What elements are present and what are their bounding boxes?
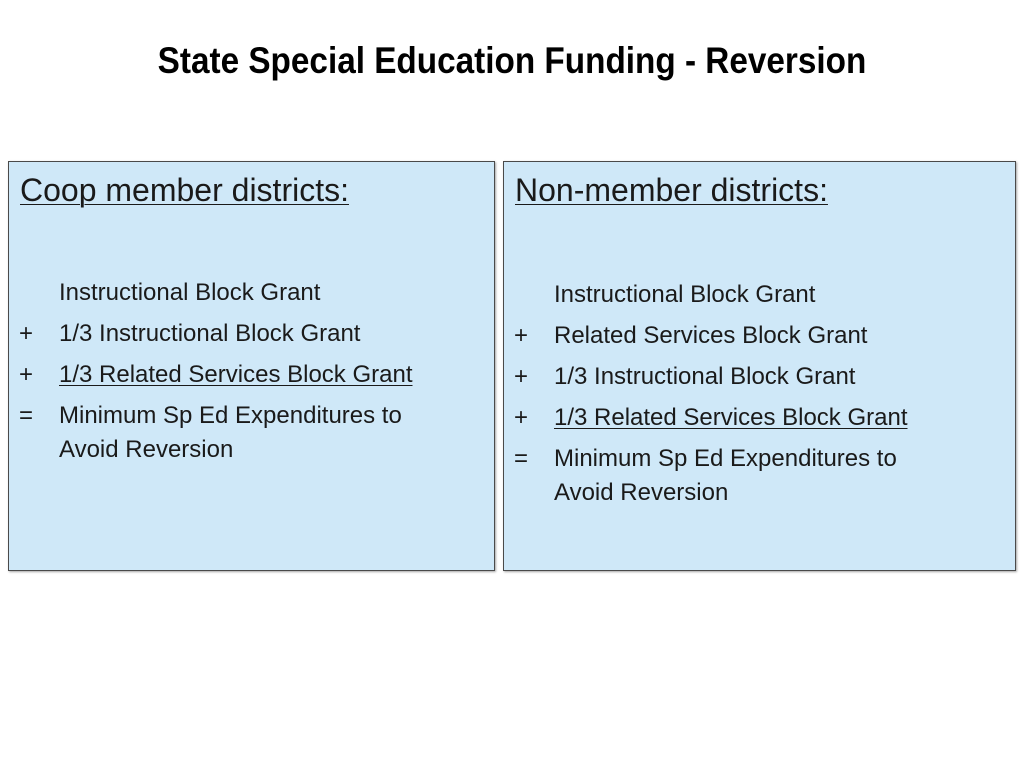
formula-term: 1/3 Instructional Block Grant: [59, 320, 361, 347]
operator: +: [514, 363, 529, 390]
formula-line: [19, 361, 413, 389]
operator: +: [514, 404, 529, 431]
formula-term: 1/3 Related Services Block Grant: [59, 361, 413, 388]
formula-line: [19, 320, 360, 348]
formula-term: Instructional Block Grant: [554, 281, 816, 308]
slide-title: State Special Education Funding - Reversion: [157, 40, 867, 81]
formula-line: [514, 445, 897, 473]
formula-continuation: Avoid Reversion: [59, 436, 234, 463]
operator: +: [514, 322, 529, 349]
formula-term: Related Services Block Grant: [554, 322, 868, 349]
formula-line: [19, 402, 402, 430]
non-member-panel: [503, 161, 1016, 571]
non-member-heading: Non-member districts:: [515, 172, 828, 208]
formula-term: 1/3 Instructional Block Grant: [554, 363, 856, 390]
coop-member-heading: Coop member districts:: [20, 172, 349, 208]
formula-continuation: Avoid Reversion: [554, 479, 729, 506]
formula-term: Minimum Sp Ed Expenditures to: [59, 402, 402, 429]
operator: +: [19, 320, 34, 347]
formula-line: [514, 404, 908, 432]
formula-line: [19, 279, 320, 307]
formula-line: [514, 281, 815, 309]
formula-term: 1/3 Related Services Block Grant: [554, 404, 908, 431]
formula-line: [514, 322, 867, 350]
formula-term: Instructional Block Grant: [59, 279, 321, 306]
operator: =: [19, 402, 34, 429]
coop-member-panel: [8, 161, 495, 571]
operator: =: [514, 445, 529, 472]
formula-line: [514, 363, 855, 391]
operator: +: [19, 361, 34, 388]
formula-term: Minimum Sp Ed Expenditures to: [554, 445, 897, 472]
